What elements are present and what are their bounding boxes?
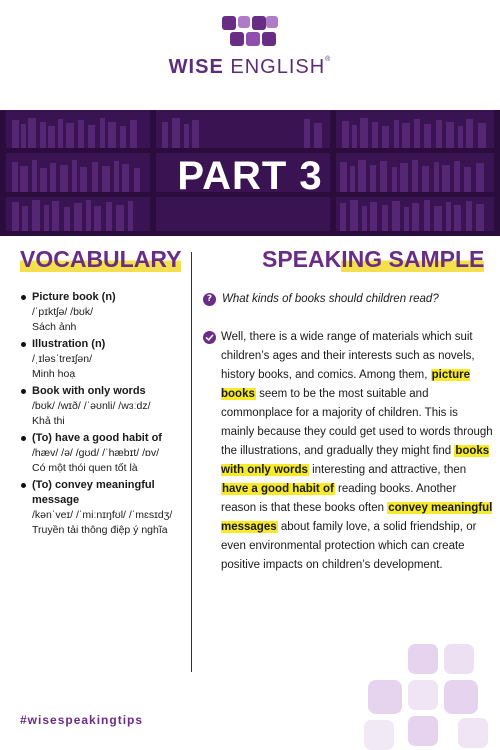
hero-banner [0,110,500,236]
list-item [20,384,190,429]
list-item [20,431,190,476]
vocab-ipa: /hæv/ /ə/ /gʊd/ /ˈhæbɪt/ /ɒv/ [32,447,160,459]
highlight-term: books with only words [221,445,490,476]
vocab-term: Illustration (n) [32,338,106,350]
part-title: PART 3 [177,154,323,198]
brand-logo [0,14,500,79]
highlight-term: have a good habit of [222,483,334,495]
vocab-meaning: Khả thi [32,415,65,427]
column-divider [191,252,192,672]
vocab-term: Book with only words [32,385,146,397]
vocab-meaning: Truyền tải thông điệp ý nghĩa [32,524,168,536]
vocab-term: (To) convey meaningful message [32,479,155,506]
list-item [20,290,190,335]
vocab-meaning: Có một thói quen tốt là [32,462,138,474]
wise-logo-icon [220,14,280,50]
vocab-term: (To) have a good habit of [32,432,162,444]
vocab-ipa: /kənˈveɪ/ /ˈmiːnɪŋfʊl/ /ˈmɛsɪdʒ/ [32,509,173,521]
vocabulary-list [20,290,190,540]
speaking-question: What kinds of books should children read? [222,293,439,305]
highlight-term: picture books [221,369,470,400]
list-item [20,337,190,382]
list-item [20,478,190,538]
vocab-term: Picture book (n) [32,291,116,303]
vocab-ipa: /bʊk/ /wɪð/ /ˈəʊnli/ /wɜːdz/ [32,400,151,412]
speaking-sample-title: SPEAKING SAMPLE [262,246,485,272]
vocabulary-title: VOCABULARY [20,246,182,272]
vocab-meaning: Minh hoạ [32,368,76,380]
hashtag: #wisespeakingtips [20,713,144,727]
question-circle-icon: ? [203,293,216,306]
vocab-ipa: /ˈpɪktʃə/ /bʊk/ [32,306,94,318]
vocab-meaning: Sách ảnh [32,321,77,333]
brand-name: WISE ENGLISH® [168,56,332,78]
check-circle-icon [203,331,216,344]
highlight-term: convey meaningful messages [221,502,493,533]
decorative-squares [360,640,500,750]
speaking-answer: Well, there is a wide range of materials which suit children’s ages and their interests such as novels, history books, and comics. Among them, picture books seem to be the most suitable and commonplace for a majority of children. This is mainly because they could get used to words through the illustrations, and gradually they might find books with only words interesting and attractive, then have a good habit of reading books. Another reason is that these books often convey meaningful messages about family love, a solid friendship, or even environmental protection which can create positive impacts on children’s development. [221,331,493,571]
vocab-ipa: /ˌɪləsˈtreɪʃən/ [32,353,92,365]
